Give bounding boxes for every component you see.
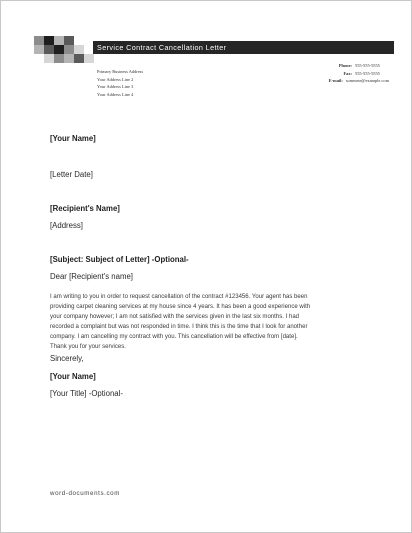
fax-line xyxy=(329,70,389,78)
address-line: Your Address Line 4 xyxy=(97,91,134,97)
body-line: I am writing to you in order to request cancellation of the contract #123456. Your agent has been xyxy=(50,294,308,300)
recipient-name: [Recipient's Name] xyxy=(50,204,120,213)
sender-name: [Your Name] xyxy=(50,134,96,143)
signature-name: [Your Name] xyxy=(50,372,96,381)
email-line xyxy=(329,77,389,85)
body-line: your company however; I am not satisfied with the services given in the last six months. I had xyxy=(50,314,300,320)
footer-website: word-documents.com xyxy=(50,490,120,497)
address-line: Primary Business Address xyxy=(97,69,144,74)
address-line: Your Address Line 3 xyxy=(97,84,134,90)
fax-label: Fax: xyxy=(343,70,352,76)
letter-title: Service Contract Cancellation Letter xyxy=(97,43,227,52)
contact-block xyxy=(329,62,389,85)
letter-date: [Letter Date] xyxy=(50,170,93,179)
address-line: Your Address Line 2 xyxy=(97,76,134,82)
body-line: Thank you for your services. xyxy=(50,344,126,350)
phone-label: Phone: xyxy=(338,63,352,68)
signature-title: [Your Title] -Optional- xyxy=(50,389,123,398)
header-mosaic-decoration xyxy=(34,36,94,64)
letter-body xyxy=(50,292,380,352)
fax-value: 555-555-5555 xyxy=(355,70,380,76)
recipient-address: [Address] xyxy=(50,221,83,230)
closing: Sincerely, xyxy=(50,354,84,363)
greeting: Dear [Recipient's name] xyxy=(50,272,133,281)
letter-subject: [Subject: Subject of Letter] -Optional- xyxy=(50,255,189,264)
sender-address-block xyxy=(97,68,143,98)
email-value: someone@example.com xyxy=(345,78,389,84)
email-label: E-mail: xyxy=(328,78,343,84)
body-line: company. I am cancelling my contract with you. This cancellation will be effective from [date]. xyxy=(50,334,298,340)
body-line: recorded a complaint but was not responded in time. I think this is the time that I look for another xyxy=(50,324,308,330)
phone-line xyxy=(329,62,389,70)
body-line: providing carpet cleaning services at my house since 4 years. It has been a good experience with xyxy=(50,304,311,310)
phone-value: 555-555-5555 xyxy=(355,63,380,68)
